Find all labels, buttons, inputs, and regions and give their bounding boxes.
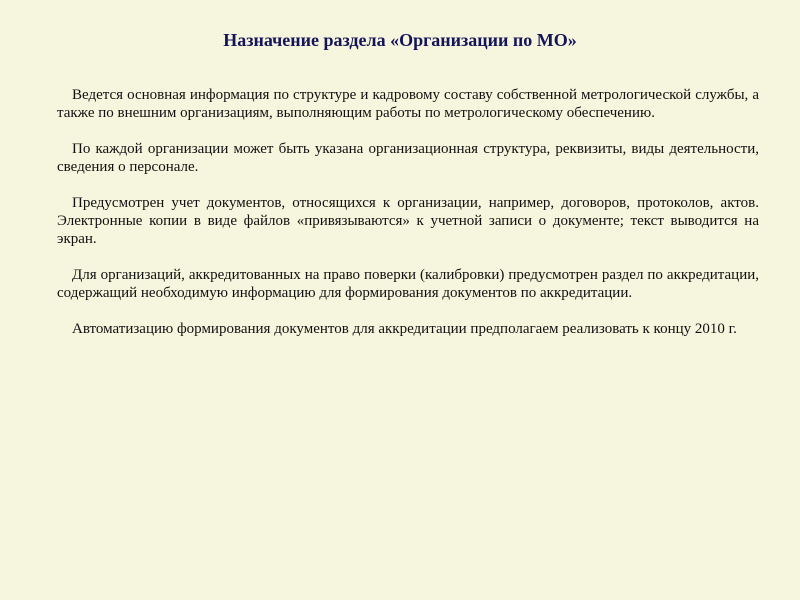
paragraph-document-accounting: Предусмотрен учет документов, относящихся к организации, например, договоров, протоколов, актов. Электронные копии в виде файлов «привязываются» к учетной записи о документе; текст выводится на экран. xyxy=(57,195,759,247)
paragraph-main-information: Ведется основная информация по структуре и кадровому составу собственной метрологической службы, а также по внешним организациям, выполняющим работы по метрологическому обеспечению. xyxy=(57,87,759,121)
paragraph-organization-details: По каждой организации может быть указана организационная структура, реквизиты, виды деятельности, сведения о персонале. xyxy=(57,141,759,175)
slide-title: Назначение раздела «Организации по МО» xyxy=(223,30,577,50)
slide-body xyxy=(57,86,759,356)
paragraph-accreditation-section: Для организаций, аккредитованных на право поверки (калибровки) предусмотрен раздел по аккредитации, содержащий необходимую информацию для формирования документов по аккредитации. xyxy=(57,267,759,301)
paragraph-automation-plan: Автоматизацию формирования документов для аккредитации предполагаем реализовать к концу 2010 г. xyxy=(72,321,737,337)
